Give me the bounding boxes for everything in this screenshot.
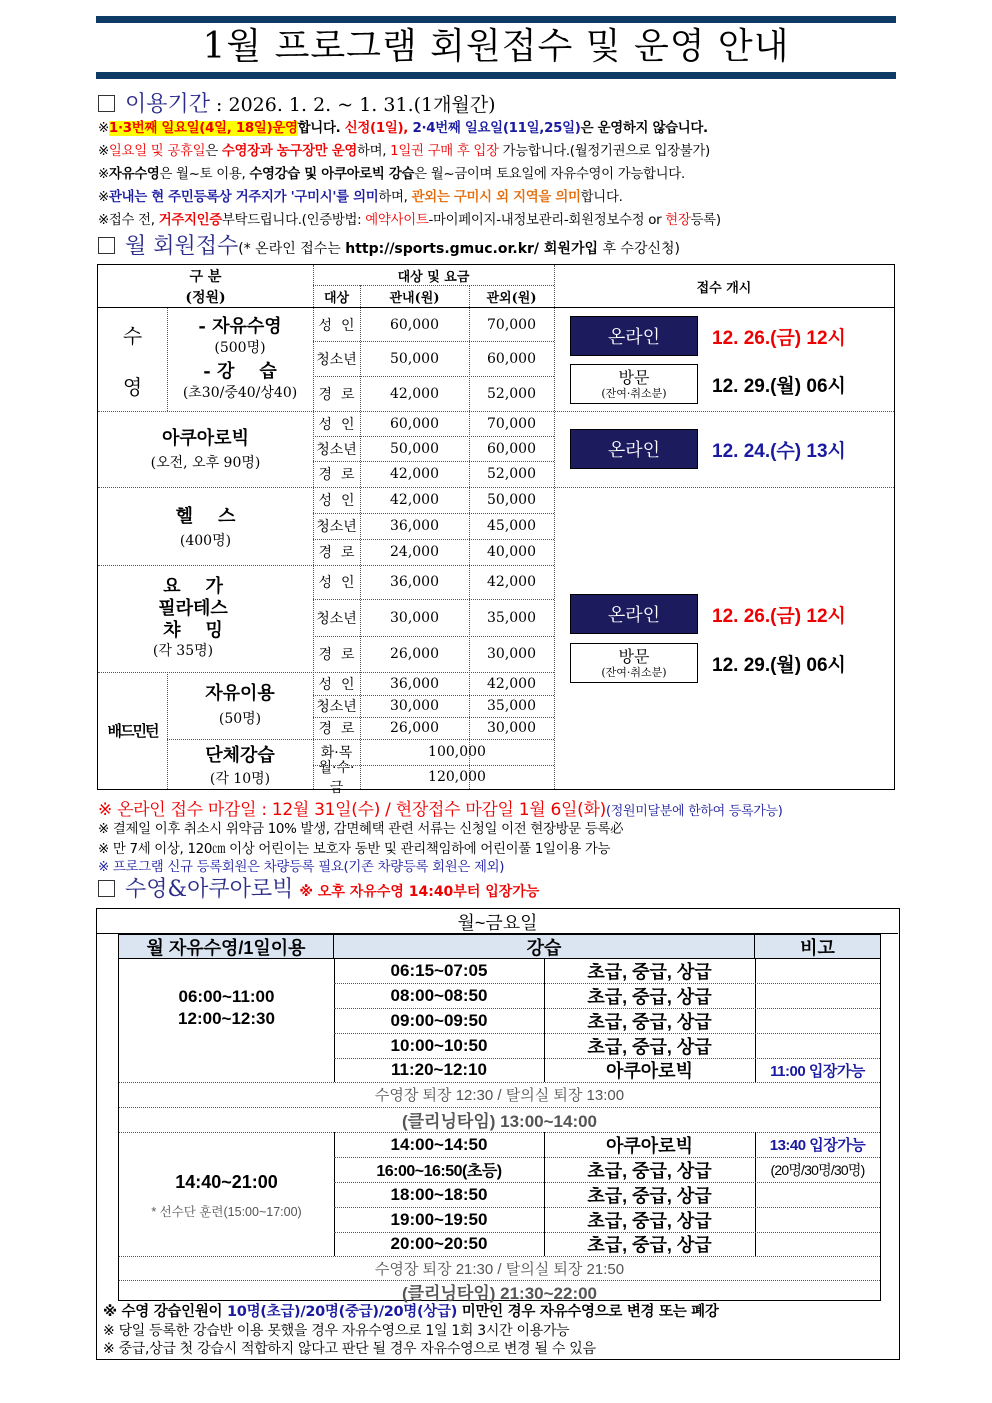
lesson-class: 초급, 중급, 상급 bbox=[587, 1210, 712, 1231]
exit-time-am: 수영장 퇴장 12:30 / 탈의실 퇴장 13:00 bbox=[374, 1087, 625, 1104]
checkbox-square-icon bbox=[98, 237, 115, 254]
period-heading bbox=[98, 92, 496, 118]
note-resident: ※관내는 현 주민등록상 거주지가 '구미시'를 의미하며, 관외는 구미시 외 지역을 의미합니다. bbox=[98, 190, 623, 205]
yoga-visit-date: 12. 29.(월) 06시 bbox=[712, 655, 846, 676]
exit-time-pm: 수영장 퇴장 21:30 / 탈의실 퇴장 21:50 bbox=[374, 1260, 625, 1278]
fee-target: 화·목 bbox=[320, 745, 353, 761]
lesson-class: 초급, 중급, 상급 bbox=[587, 1011, 712, 1032]
fee-resident: 42,000 bbox=[390, 385, 439, 402]
fee-nonresident: 35,000 bbox=[487, 698, 536, 714]
fee-nonresident: 30,000 bbox=[487, 720, 536, 736]
fee-resident: 50,000 bbox=[390, 440, 439, 457]
fee-nonresident: 60,000 bbox=[487, 350, 536, 367]
aqua-online-button[interactable]: 온라인 bbox=[570, 429, 698, 469]
lesson-time: 16:00~16:50(초등) bbox=[376, 1163, 502, 1180]
fee-nonresident: 52,000 bbox=[487, 385, 536, 402]
fee-nonresident: 40,000 bbox=[487, 544, 536, 560]
aqua-name: 아쿠아로빅 bbox=[162, 428, 249, 449]
fee-target: 성 인 bbox=[318, 676, 355, 693]
lesson-remark: 13:40 입장가능 bbox=[769, 1137, 866, 1154]
lesson-time: 08:00~08:50 bbox=[390, 985, 488, 1005]
fee-nonresident: 30,000 bbox=[487, 646, 536, 662]
lesson-time: 06:15~07:05 bbox=[390, 961, 488, 980]
lesson-class: 초급, 중급, 상급 bbox=[587, 1235, 712, 1255]
fee-target: 청소년 bbox=[316, 351, 357, 368]
fee-resident: 36,000 bbox=[390, 675, 439, 692]
note-residence-auth: ※접수 전, 거주지인증부탁드립니다.(인증방법: 예약사이트-마이페이지-내정보관리-회원정보수정 or 현장등록) bbox=[98, 213, 721, 228]
fee-nonresident: 45,000 bbox=[487, 518, 536, 534]
fee-resident: 26,000 bbox=[390, 720, 439, 736]
swim-free-cap: (500명) bbox=[214, 340, 266, 356]
header-remark: 비고 bbox=[755, 935, 880, 959]
pm-free-swim-hours: 14:40~21:00 bbox=[175, 1171, 278, 1192]
note-free-swim: ※자유수영은 월~토 이용, 수영강습 및 아쿠아로빅 강습은 월~금이며 토요일에 자유수영이 가능합니다. bbox=[98, 167, 685, 182]
header-target: 대상 bbox=[323, 290, 350, 306]
fee-nonresident: 52,000 bbox=[487, 466, 536, 482]
fee-nonresident: 70,000 bbox=[487, 415, 536, 432]
lesson-class: 아쿠아로빅 bbox=[606, 1135, 693, 1156]
swim-lesson-cap: (초30/중40/상40) bbox=[182, 385, 298, 401]
fee-target: 성 인 bbox=[318, 317, 355, 334]
swim-lesson-name: - 강 습 bbox=[203, 361, 277, 382]
lesson-class: 초급, 중급, 상급 bbox=[587, 1185, 712, 1206]
fee-nonresident: 70,000 bbox=[487, 316, 536, 333]
fee-resident: 36,000 bbox=[390, 518, 439, 534]
page-title: 1월 프로그램 회원접수 및 운영 안내 bbox=[202, 26, 790, 67]
yoga-online-button[interactable]: 온라인 bbox=[570, 594, 698, 634]
note-refund: ※ 결제일 이후 취소시 위약금 10% 발생, 감면혜택 관련 서류는 신청일 이전 현장방문 등록必 bbox=[98, 822, 624, 837]
fee-resident: 42,000 bbox=[390, 466, 439, 482]
header-free-swim: 월 자유수영/1일이용 bbox=[119, 935, 334, 959]
lesson-class: 초급, 중급, 상급 bbox=[587, 1160, 712, 1181]
aqua-cap: (오전, 오후 90명) bbox=[150, 455, 261, 471]
fee-resident: 24,000 bbox=[390, 544, 439, 560]
fee-resident: 50,000 bbox=[390, 350, 439, 367]
lesson-remark: (20명/30명/30명) bbox=[770, 1161, 865, 1178]
header-resident: 관내(원) bbox=[389, 290, 440, 306]
schedule-days: 월~금요일 bbox=[457, 912, 538, 933]
lesson-remark: 11:00 입장가능 bbox=[770, 1062, 865, 1080]
lesson-class: 초급, 중급, 상급 bbox=[587, 986, 712, 1007]
lesson-time: 14:00~14:50 bbox=[390, 1134, 488, 1154]
fee-group: 120,000 bbox=[428, 769, 486, 785]
fee-group: 100,000 bbox=[428, 744, 486, 760]
fee-resident: 60,000 bbox=[390, 316, 439, 333]
swim-free-name: - 자유수영 bbox=[198, 316, 282, 337]
note-children: ※ 만 7세 이상, 120㎝ 이상 어린이는 보호자 동반 및 관리책임하에 어린이풀 1일이용 가능 bbox=[98, 842, 611, 857]
yoga-visit-button[interactable]: 방문 (잔여·취소분) bbox=[570, 643, 698, 683]
fee-target: 성 인 bbox=[318, 575, 355, 591]
note-sunday-operation: ※1·3번째 일요일(4일, 18일)운영합니다. 신정(1일), 2·4번째 일요일(11일,25일)은 운영하지 않습니다. bbox=[98, 121, 708, 136]
period-value: : 2026. 1. 2. ~ 1. 31.(1개월간) bbox=[210, 94, 496, 116]
badminton-group-cap: (각 10명) bbox=[209, 771, 271, 787]
fee-target: 경 로 bbox=[318, 545, 355, 561]
fee-target: 경 로 bbox=[318, 647, 355, 663]
fee-resident: 42,000 bbox=[390, 492, 439, 508]
fee-target: 성 인 bbox=[318, 493, 355, 509]
swim-online-button[interactable]: 온라인 bbox=[570, 316, 698, 356]
swim-label-top: 수 bbox=[122, 323, 143, 348]
title-bottom-bar bbox=[96, 72, 896, 79]
fee-resident: 60,000 bbox=[390, 415, 439, 432]
note-min-enrollment: ※ 수영 강습인원이 10명(초급)/20명(중급)/20명(상급) 미만인 경우 자유수영으로 변경 또는 폐강 bbox=[103, 1304, 719, 1320]
charming-name: 챠 밍 bbox=[163, 620, 223, 641]
fee-resident: 26,000 bbox=[390, 646, 439, 662]
lesson-time: 10:00~10:50 bbox=[390, 1035, 488, 1055]
fee-target: 경 로 bbox=[318, 467, 355, 483]
lesson-time: 11:20~12:10 bbox=[391, 1060, 487, 1079]
fee-resident: 30,000 bbox=[390, 698, 439, 714]
header-lesson: 강습 bbox=[334, 935, 755, 959]
checkbox-square-icon bbox=[98, 95, 115, 112]
note-missed-lesson: ※ 당일 등록한 강습반 이용 못했을 경우 자유수영으로 1일 1회 3시간 이용가능 bbox=[103, 1323, 570, 1339]
yoga-cap: (각 35명) bbox=[152, 643, 214, 659]
swim-label-bottom: 영 bbox=[122, 375, 143, 399]
lesson-class: 초급, 중급, 상급 bbox=[587, 962, 712, 982]
health-name: 헬 스 bbox=[175, 506, 236, 527]
checkbox-square-icon bbox=[98, 880, 115, 897]
swim-online-date: 12. 26.(금) 12시 bbox=[712, 328, 846, 349]
fee-nonresident: 42,000 bbox=[487, 574, 536, 590]
cleaning-time-am: (클리닝타임) 13:00~14:00 bbox=[401, 1112, 598, 1131]
schedule-inner bbox=[118, 934, 881, 1301]
pilates-name: 필라테스 bbox=[158, 598, 228, 619]
lesson-time: 09:00~09:50 bbox=[390, 1010, 488, 1030]
fee-target: 경 로 bbox=[318, 386, 355, 403]
lesson-time: 18:00~18:50 bbox=[390, 1184, 488, 1204]
header-category: 구 분 bbox=[189, 268, 222, 285]
fee-nonresident: 35,000 bbox=[487, 609, 536, 626]
fee-table bbox=[97, 264, 895, 796]
fee-nonresident: 60,000 bbox=[487, 440, 536, 457]
swim-visit-button[interactable]: 방문 (잔여·취소분) bbox=[570, 364, 698, 404]
fee-target: 청소년 bbox=[316, 610, 357, 627]
fee-target: 성 인 bbox=[318, 416, 355, 433]
note-vehicle: ※ 프로그램 신규 등록회원은 차량등록 필요(기존 차량등록 회원은 제외) bbox=[98, 860, 505, 875]
yoga-online-date: 12. 26.(금) 12시 bbox=[712, 606, 846, 627]
badminton-free-name: 자유이용 bbox=[205, 683, 275, 704]
aqua-online-date: 12. 24.(수) 13시 bbox=[712, 441, 846, 462]
note-level-change: ※ 중급,상급 첫 강습시 적합하지 않다고 판단 될 경우 자유수영으로 변경 될 수 있음 bbox=[103, 1341, 596, 1357]
am-free-swim-hours: 06:00~11:00 12:00~12:30 bbox=[178, 987, 275, 1028]
signup-heading: 월 회원접수(* 온라인 접수는 http://sports.gmuc.or.kr/ 회원가입 후 수강신청) bbox=[98, 234, 680, 262]
lesson-class: 초급, 중급, 상급 bbox=[587, 1036, 712, 1057]
fee-target: 청소년 bbox=[316, 441, 357, 458]
badminton-group-name: 단체강습 bbox=[205, 745, 275, 766]
pm-free-swim-note: * 선수단 훈련(15:00~17:00) bbox=[151, 1205, 302, 1219]
header-open: 접수 개시 bbox=[696, 280, 752, 296]
fee-resident: 36,000 bbox=[390, 574, 439, 590]
yoga-name: 요 가 bbox=[163, 576, 223, 597]
note-deadline: ※ 온라인 접수 마감일 : 12월 31일(수) / 현장접수 마감일 1월 6일(화)(정원미달분에 한하여 등록가능) bbox=[98, 800, 783, 820]
cleaning-time-pm: (클리닝타임) 21:30~22:00 bbox=[401, 1283, 598, 1303]
header-target-fee: 대상 및 요금 bbox=[397, 269, 470, 285]
swim-visit-date: 12. 29.(월) 06시 bbox=[712, 376, 846, 397]
title-top-bar bbox=[96, 16, 896, 23]
lesson-time: 20:00~20:50 bbox=[390, 1234, 488, 1253]
lesson-time: 19:00~19:50 bbox=[390, 1209, 488, 1229]
header-nonresident: 관외(원) bbox=[486, 290, 537, 306]
badminton-label: 배드민턴 bbox=[107, 722, 158, 740]
lesson-class: 아쿠아로빅 bbox=[606, 1061, 693, 1081]
health-cap: (400명) bbox=[179, 533, 232, 549]
fee-target: 월·수·금 bbox=[318, 760, 355, 796]
fee-target: 청소년 bbox=[316, 519, 357, 535]
header-capacity: (정원) bbox=[185, 289, 226, 306]
fee-target: 청소년 bbox=[316, 699, 357, 715]
period-label: 이용기간 bbox=[125, 92, 211, 117]
signup-url-link[interactable]: http://sports.gmuc.or.kr/ 회원가입 bbox=[345, 241, 598, 257]
swim-section-heading: 수영&아쿠아로빅 ※ 오후 자유수영 14:40부터 입장가능 bbox=[98, 877, 539, 905]
note-holiday: ※일요일 및 공휴일은 수영장과 농구장만 운영하며, 1일권 구매 후 입장 가능합니다.(월정기권으로 입장불가) bbox=[98, 144, 710, 159]
fee-nonresident: 50,000 bbox=[487, 492, 536, 508]
fee-target: 경 로 bbox=[318, 721, 355, 737]
fee-nonresident: 42,000 bbox=[487, 675, 536, 692]
schedule-table bbox=[96, 908, 900, 1360]
fee-resident: 30,000 bbox=[390, 609, 439, 626]
badminton-free-cap: (50명) bbox=[218, 711, 262, 727]
